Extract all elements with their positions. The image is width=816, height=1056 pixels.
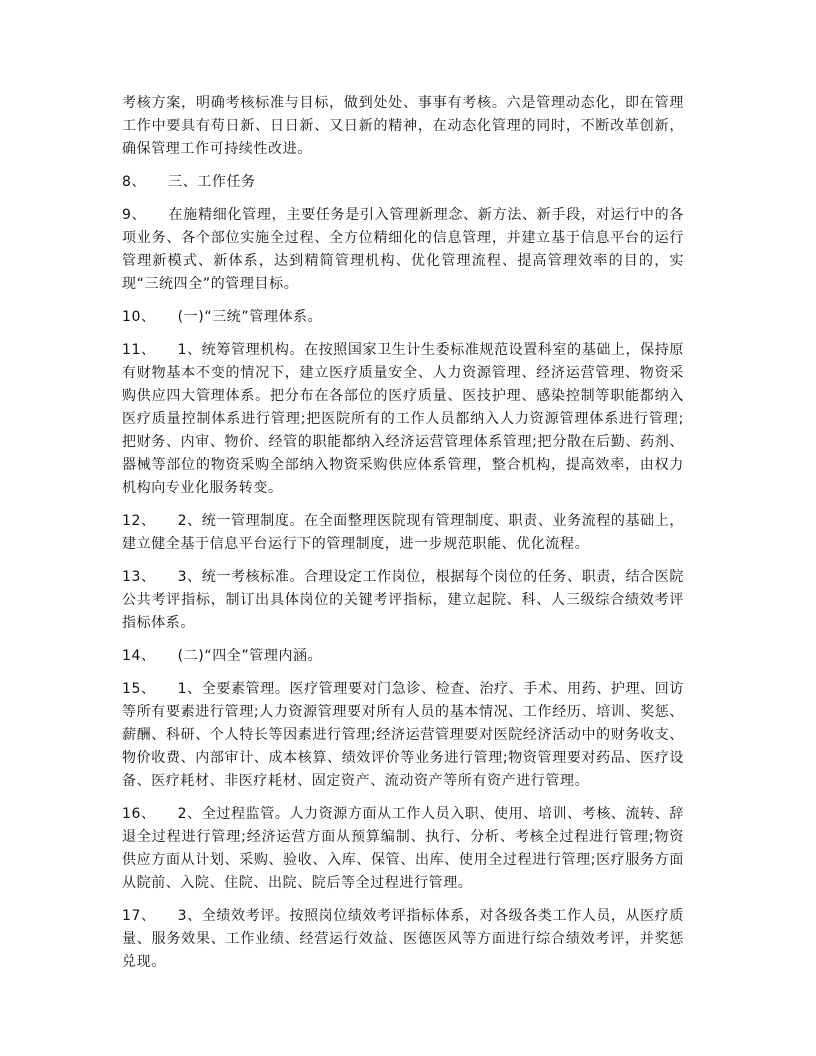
paragraph-number: 14、 [122,648,156,664]
paragraph-8 [122,171,684,194]
paragraph-12 [122,510,684,556]
paragraph-intro [122,92,684,161]
paragraph-14 [122,645,684,668]
paragraph-10 [122,306,684,329]
paragraph-number: 9、 [122,207,147,223]
paragraph-text: (二)“四全”管理内涵。 [177,648,323,664]
paragraph-text: (一)“三统”管理体系。 [177,309,323,325]
paragraph-number: 15、 [122,681,156,697]
paragraph-number: 8、 [122,174,147,190]
paragraph-number: 12、 [122,513,156,529]
paragraph-text: 考核方案，明确考核标准与目标，做到处处、事事有考核。六是管理动态化，即在管理工作中要具有苟日新、日日新、又日新的精神，在动态化管理的同时，不断改革创新，确保管理工作可持续性改进。 [122,95,684,157]
paragraph-text: 3、统一考核标准。合理设定工作岗位，根据每个岗位的任务、职责，结合医院公共考评指标，制订出具体岗位的关键考评指标，建立起院、科、人三级综合绩效考评指标体系。 [122,569,684,631]
paragraph-17 [122,905,684,974]
paragraph-text: 在施精细化管理，主要任务是引入管理新理念、新方法、新手段，对运行中的各项业务、各个部位实施全过程、全方位精细化的信息管理，并建立基于信息平台的运行管理新模式、新体系，达到精简管理机构、优化管理流程、提高管理效率的目的，实现“三统四全”的管理目标。 [122,207,684,292]
paragraph-text: 2、全过程监管。人力资源方面从工作人员入职、使用、培训、考核、流转、辞退全过程进行管理;经济运营方面从预算编制、执行、分析、考核全过程进行管理;物资供应方面从计划、采购、验收、入库、保管、出库、使用全过程进行管理;医疗服务方面从院前、入院、住院、出院、院后等全过程进行管理。 [122,806,684,891]
paragraph-text: 3、全绩效考评。按照岗位绩效考评指标体系，对各级各类工作人员，从医疗质量、服务效果、工作业绩、经营运行效益、医德医风等方面进行综合绩效考评，并奖惩兑现。 [122,908,684,970]
paragraph-number: 10、 [122,309,156,325]
paragraph-text: 1、全要素管理。医疗管理要对门急诊、检查、治疗、手术、用药、护理、回访等所有要素进行管理;人力资源管理要对所有人员的基本情况、工作经历、培训、奖惩、薪酬、科研、个人特长等因素进行管理;经济运营管理要对医院经济活动中的财务收支、物价收费、内部审计、成本核算、绩效评价等业务进行管理;物资管理要对药品、医疗设备、医疗耗材、非医疗耗材、固定资产、流动资产等所有资产进行管理。 [122,681,684,789]
paragraph-text: 三、工作任务 [168,174,256,190]
paragraph-text: 2、统一管理制度。在全面整理医院现有管理制度、职责、业务流程的基础上，建立健全基于信息平台运行下的管理制度，进一步规范职能、优化流程。 [122,513,684,552]
paragraph-16 [122,803,684,895]
paragraph-number: 13、 [122,569,156,585]
paragraph-text: 1、统筹管理机构。在按照国家卫生计生委标准规范设置科室的基础上，保持原有财物基本不变的情况下，建立医疗质量安全、人力资源管理、经济运营管理、物资采购供应四大管理体系。把分布在各部位的医疗质量、医技护理、感染控制等职能都纳入医疗质量控制体系进行管理;把医院所有的工作人员都纳入人力资源管理体系进行管理;把财务、内审、物价、经管的职能都纳入经济运营管理体系管理;把分散在后勤、药剂、器械等部位的物资采购全部纳入物资采购供应体系管理，整合机构，提高效率，由权力机构向专业化服务转变。 [122,342,684,496]
paragraph-13 [122,566,684,635]
paragraph-15 [122,678,684,793]
paragraph-9 [122,204,684,296]
paragraph-number: 11、 [122,342,156,358]
paragraph-number: 16、 [122,806,156,822]
paragraph-11 [122,339,684,500]
paragraph-number: 17、 [122,908,156,924]
